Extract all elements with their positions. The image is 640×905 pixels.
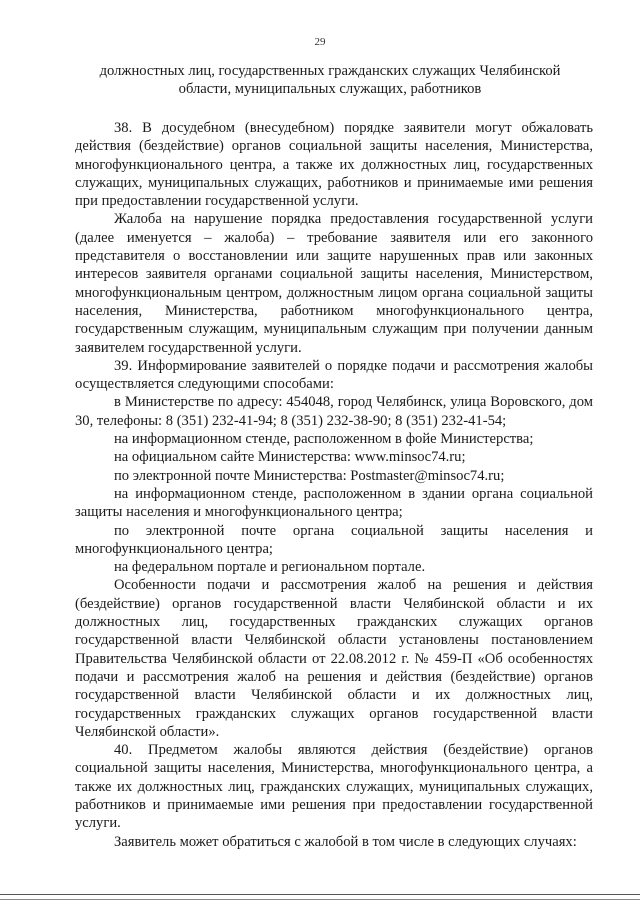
list-item-ministry-address: в Министерстве по адресу: 454048, город Челябинск, улица Воровского, дом 30, телефоны: 8 (351) 232-41-94; 8 (351) 232-38-90; 8 (351) 232-41-54; (75, 394, 593, 429)
list-item-ministry-website: на официальном сайте Министерства: www.minsoc74.ru; (114, 449, 466, 466)
scan-edge-line (0, 894, 640, 895)
paragraph-specifics: Особенности подачи и рассмотрения жалоб на решения и действия (бездействие) органов государственной власти Челябинской области и их должностных лиц, государственных гражданских служащих органов государственной власти Челябинской области установлены постановлением Правительства Челябинской области от 22.08.2012 г. № 459-П «Об особенностях подачи и рассмотрения жалоб на решения и действия (бездействие) органов государственной власти Челябинской области и их должностных лиц, государственных гражданских служащих органов государственной власти Челябинской области». (75, 577, 593, 740)
list-item-ministry-stand: на информационном стенде, расположенном в фойе Министерства; (114, 431, 534, 448)
paragraph-cases-intro: Заявитель может обратиться с жалобой в том числе в следующих случаях: (114, 833, 577, 850)
list-item-local-email: по электронной почте органа социальной защиты населения и многофункционального центра; (75, 522, 593, 557)
paragraph-39: 39. Информирование заявителей о порядке подачи и рассмотрения жалобы осуществляется следующими способами: (75, 357, 593, 393)
paragraph-38: 38. В досудебном (внесудебном) порядке заявители могут обжаловать действия (бездействие) органов социальной защиты населения, Министерства, многофункционального центра, а также их должностных лиц, государственных служащих, муниципальных служащих, работников и принимаемые ими решения при предоставлении государственной услуги. (75, 120, 593, 210)
paragraph-complaint-definition: Жалоба на нарушение порядка предоставления государственной услуги (далее именуется – жалоба) – требование заявителя или его законного представителя о восстановлении или защите нарушенных прав или законных интересов заявителя органами социальной защиты населения, Министерством, многофункциональным центром, должностным лицом органа социальной защиты населения, Министерства, работником многофункционального центра, государственным служащим, муниципальным служащим при получении данным заявителем государственной услуги. (75, 211, 593, 356)
scan-edge-line (0, 899, 640, 900)
paragraph-40: 40. Предметом жалобы являются действия (бездействие) органов социальной защиты населения, Министерства, многофункционального центра, а также их должностных лиц, гражданских служащих, муниципальных служащих, работников и принимаемые ими решения при предоставлении государственной услуги. (75, 742, 593, 832)
list-item-ministry-email: по электронной почте Министерства: Postmaster@minsoc74.ru; (114, 467, 505, 484)
page-number: 29 (314, 36, 326, 48)
document-body (75, 119, 593, 851)
section-heading: должностных лиц, государственных гражданских служащих Челябинской области, муниципальных служащих, работников (99, 63, 561, 97)
list-item-local-stand: на информационном стенде, расположенном в здании органа социальной защиты населения и многофункционального центра; (75, 485, 593, 521)
list-item-portals: на федеральном портале и региональном портале. (114, 559, 426, 576)
